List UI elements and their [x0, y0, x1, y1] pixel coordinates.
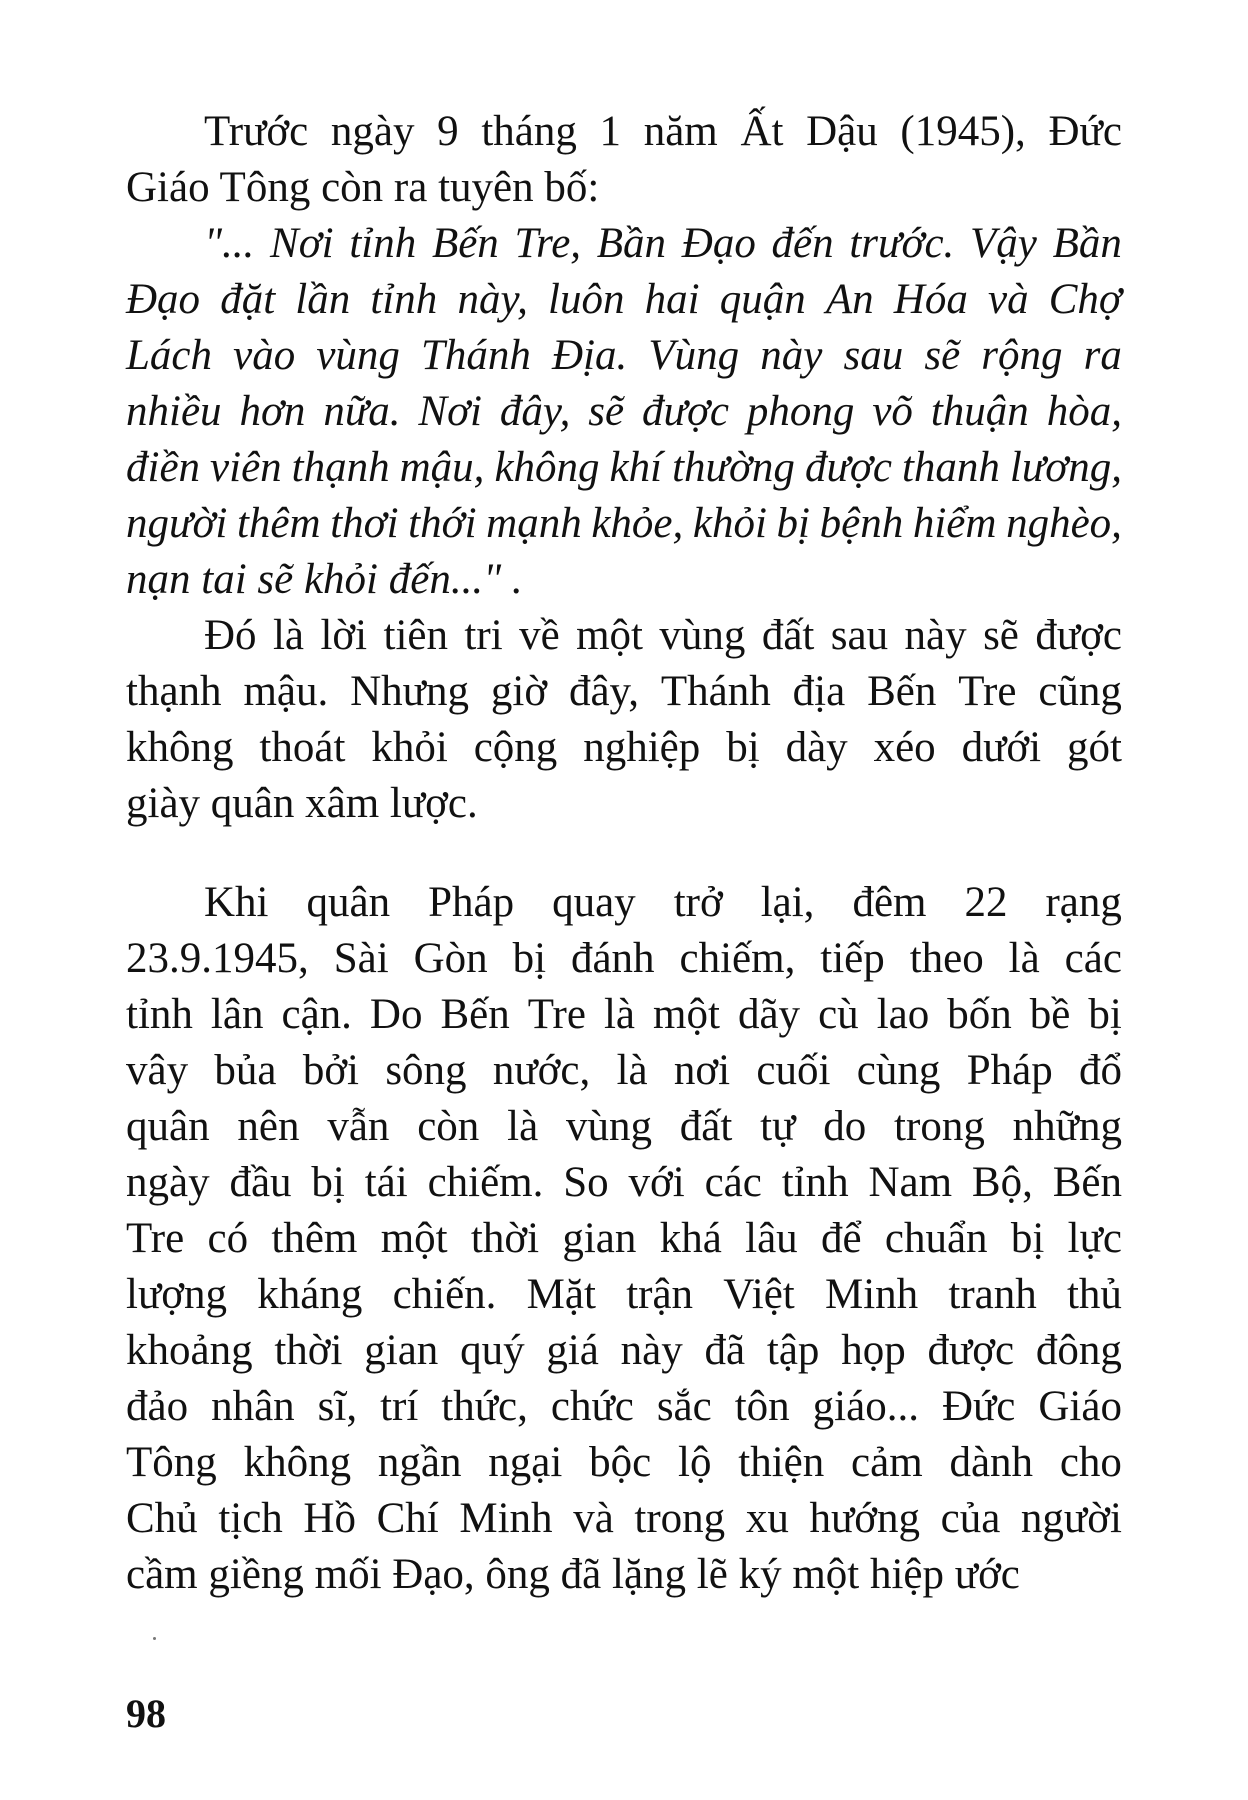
paragraph-4-line-12: Chủ tịch Hồ Chí Minh và trong xu hướng của người: [126, 1495, 1122, 1542]
paragraph-4-line-1: Khi quân Pháp quay trở lại, đêm 22 rạng: [204, 879, 1122, 926]
paragraph-4-line-13: cầm giềng mối Đạo, ông đã lặng lẽ ký một hiệp ước: [126, 1551, 1020, 1598]
paragraph-2-line-6: người thêm thơi thới mạnh khỏe, khỏi bị bệnh hiểm nghèo,: [126, 500, 1122, 547]
paragraph-4-line-11: Tông không ngần ngại bộc lộ thiện cảm dành cho: [126, 1439, 1122, 1486]
paragraph-2-line-2: Đạo đặt lần tỉnh này, luôn hai quận An Hóa và Chợ: [126, 276, 1122, 323]
upper-text-block: [126, 104, 1122, 832]
paragraph-2-line-3: Lách vào vùng Thánh Địa. Vùng này sau sẽ rộng ra: [126, 332, 1122, 379]
paragraph-3-line-3: không thoát khỏi cộng nghiệp bị dày xéo dưới gót: [126, 724, 1122, 771]
lower-text-block: [126, 875, 1122, 1603]
print-speck: [153, 1637, 156, 1640]
paragraph-4-line-8: lượng kháng chiến. Mặt trận Việt Minh tranh thủ: [126, 1271, 1122, 1318]
paragraph-2-line-5: điền viên thạnh mậu, không khí thường được thanh lương,: [126, 444, 1122, 491]
paragraph-2-line-7: nạn tai sẽ khỏi đến..." .: [126, 556, 523, 603]
paragraph-3-line-2: thạnh mậu. Nhưng giờ đây, Thánh địa Bến Tre cũng: [126, 668, 1122, 715]
paragraph-4-line-5: quân nên vẫn còn là vùng đất tự do trong những: [126, 1103, 1122, 1150]
paragraph-4-line-2: 23.9.1945, Sài Gòn bị đánh chiếm, tiếp theo là các: [126, 935, 1122, 982]
paragraph-2-line-4: nhiều hơn nữa. Nơi đây, sẽ được phong võ thuận hòa,: [126, 388, 1122, 435]
paragraph-3-line-1: Đó là lời tiên tri về một vùng đất sau này sẽ được: [204, 612, 1122, 659]
paragraph-4-line-7: Tre có thêm một thời gian khá lâu để chuẩn bị lực: [126, 1215, 1122, 1262]
paragraph-4-line-9: khoảng thời gian quý giá này đã tập họp được đông: [126, 1327, 1122, 1374]
paragraph-1-line-1: Trước ngày 9 tháng 1 năm Ất Dậu (1945), Đức: [204, 108, 1122, 155]
paragraph-4-line-10: đảo nhân sĩ, trí thức, chức sắc tôn giáo... Đức Giáo: [126, 1383, 1122, 1430]
paragraph-1-line-2: Giáo Tông còn ra tuyên bố:: [126, 164, 600, 211]
paragraph-3-line-4: giày quân xâm lược.: [126, 780, 478, 827]
paragraph-4-line-4: vây bủa bởi sông nước, là nơi cuối cùng Pháp đổ: [126, 1047, 1122, 1094]
page-number: 98: [126, 1691, 166, 1736]
paragraph-2-line-1: "... Nơi tỉnh Bến Tre, Bần Đạo đến trước. Vậy Bần: [204, 220, 1122, 267]
paragraph-4-line-6: ngày đầu bị tái chiếm. So với các tỉnh Nam Bộ, Bến: [126, 1159, 1122, 1206]
paragraph-4-line-3: tỉnh lân cận. Do Bến Tre là một dãy cù lao bốn bề bị: [126, 991, 1122, 1038]
